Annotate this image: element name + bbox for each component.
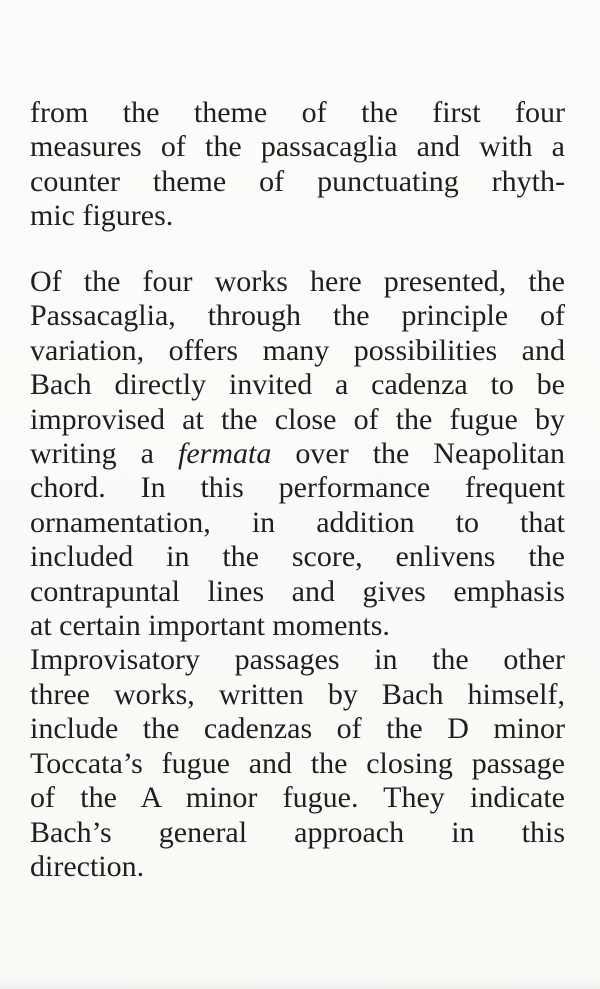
text-line: direction. <box>30 849 145 883</box>
text-line: counter theme of punctuating rhyth- <box>30 164 565 198</box>
text-segment: over the Neapolitan <box>271 437 565 471</box>
text-line: Bach directly invited a cadenza to be <box>30 368 565 402</box>
text-line: ornamentation, in addition to that <box>30 505 565 539</box>
text-line: at certain important moments. <box>30 609 390 643</box>
fermata-italic-text: fermata <box>178 437 272 471</box>
paragraph-2 <box>30 265 565 884</box>
text-line: measures of the passacaglia and with a <box>30 130 565 164</box>
text-line: Toccata’s fugue and the closing passage <box>30 746 565 780</box>
text-line: Bach’s general approach in this <box>30 815 565 849</box>
text-line: variation, offers many possibilities and <box>30 333 565 367</box>
text-segment: writing a <box>30 437 179 471</box>
text-line: Of the four works here presented, the <box>30 265 565 298</box>
text-line: Improvisatory passages in the other <box>30 643 565 677</box>
text-line: contrapuntal lines and gives emphasis <box>30 574 565 608</box>
text-line: from the theme of the first four <box>30 96 565 129</box>
text-line: three works, written by Bach himself, <box>30 677 565 711</box>
text-line: of the A minor fugue. They indicate <box>30 781 565 815</box>
text-line: mic figures. <box>30 199 174 233</box>
paragraph-1 <box>30 96 565 234</box>
text-line: chord. In this performance frequent <box>30 471 565 505</box>
text-line: include the cadenzas of the D minor <box>30 712 565 746</box>
text-line-with-italic <box>30 437 565 471</box>
text-line: included in the score, enlivens the <box>30 540 565 574</box>
text-line: improvised at the close of the fugue by <box>30 402 565 436</box>
text-line: Passacaglia, through the principle of <box>30 299 565 333</box>
page-edge-shadow <box>0 979 600 989</box>
